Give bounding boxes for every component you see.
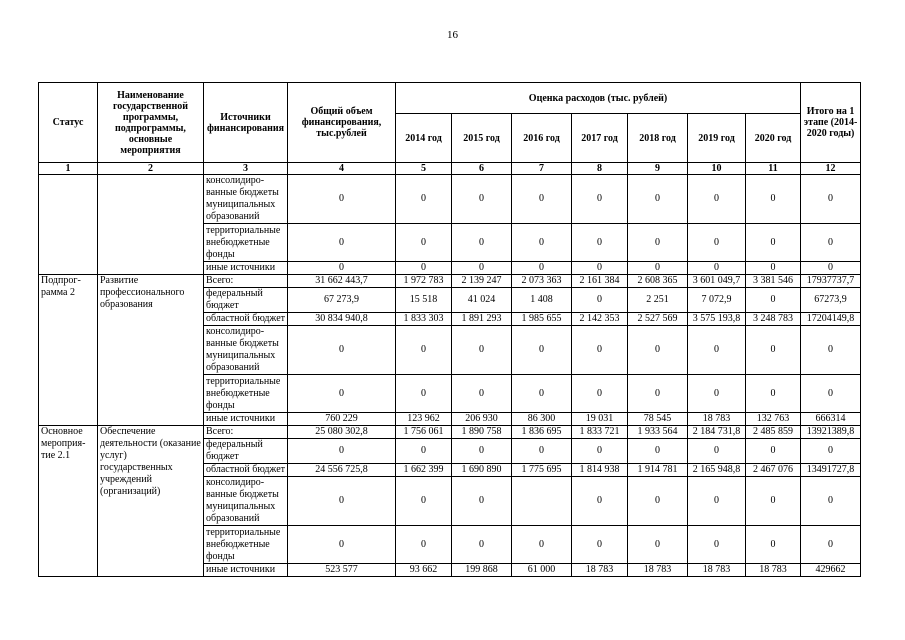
header-year: 2016 год	[512, 114, 572, 163]
header-total-volume: Общий объем финансирования, тыс.рублей	[288, 83, 396, 163]
value-cell: 0	[572, 262, 628, 275]
value-cell: 13491727,8	[801, 464, 861, 477]
page-number: 16	[447, 29, 458, 41]
value-cell: 0	[512, 526, 572, 564]
value-cell: 18 783	[688, 564, 746, 577]
value-cell: 0	[746, 477, 801, 526]
value-cell: 1 775 695	[512, 464, 572, 477]
value-cell: 0	[288, 326, 396, 375]
value-cell: 0	[746, 326, 801, 375]
value-cell: 18 783	[628, 564, 688, 577]
value-cell: 3 601 049,7	[688, 275, 746, 288]
value-cell: 1 756 061	[396, 426, 452, 439]
value-cell: 0	[628, 477, 688, 526]
source-cell: консолидиро-ванные бюджеты муниципальных образований	[204, 326, 288, 375]
value-cell: 0	[452, 439, 512, 464]
value-cell: 3 381 546	[746, 275, 801, 288]
value-cell: 666314	[801, 413, 861, 426]
value-cell: 0	[746, 288, 801, 313]
value-cell: 93 662	[396, 564, 452, 577]
source-cell: территориальные внебюджетные фонды	[204, 375, 288, 413]
value-cell: 0	[746, 262, 801, 275]
value-cell: 67 273,9	[288, 288, 396, 313]
value-cell: 61 000	[512, 564, 572, 577]
value-cell: 0	[288, 262, 396, 275]
value-cell: 0	[572, 375, 628, 413]
value-cell: 1 833 721	[572, 426, 628, 439]
value-cell: 1 833 303	[396, 313, 452, 326]
value-cell: 0	[396, 477, 452, 526]
value-cell: 0	[396, 175, 452, 224]
value-cell: 1 891 293	[452, 313, 512, 326]
column-number: 6	[452, 163, 512, 175]
value-cell: 0	[452, 526, 512, 564]
header-itogo: Итого на 1 этапе (2014-2020 годы)	[801, 83, 861, 163]
value-cell: 0	[396, 262, 452, 275]
column-number: 10	[688, 163, 746, 175]
value-cell: 0	[572, 477, 628, 526]
value-cell: 15 518	[396, 288, 452, 313]
value-cell: 0	[512, 224, 572, 262]
value-cell: 0	[628, 224, 688, 262]
header-status: Статус	[39, 83, 98, 163]
value-cell: 78 545	[628, 413, 688, 426]
value-cell	[512, 477, 572, 526]
value-cell: 1 814 938	[572, 464, 628, 477]
column-number: 9	[628, 163, 688, 175]
value-cell: 0	[396, 224, 452, 262]
column-number: 4	[288, 163, 396, 175]
column-number: 3	[204, 163, 288, 175]
header-year: 2019 год	[688, 114, 746, 163]
value-cell: 0	[512, 262, 572, 275]
value-cell: 13921389,8	[801, 426, 861, 439]
column-number-row	[39, 163, 861, 175]
source-cell: консолидиро-ванные бюджеты муниципальных образований	[204, 477, 288, 526]
value-cell: 2 161 384	[572, 275, 628, 288]
value-cell: 18 783	[572, 564, 628, 577]
value-cell: 1 836 695	[512, 426, 572, 439]
source-cell: иные источники	[204, 262, 288, 275]
value-cell: 0	[572, 224, 628, 262]
value-cell: 86 300	[512, 413, 572, 426]
value-cell: 0	[512, 375, 572, 413]
value-cell: 24 556 725,8	[288, 464, 396, 477]
value-cell: 199 868	[452, 564, 512, 577]
value-cell: 1 914 781	[628, 464, 688, 477]
value-cell: 523 577	[288, 564, 396, 577]
value-cell: 0	[572, 526, 628, 564]
value-cell: 19 031	[572, 413, 628, 426]
value-cell: 0	[288, 477, 396, 526]
value-cell: 1 972 783	[396, 275, 452, 288]
table-row	[39, 426, 861, 439]
value-cell: 41 024	[452, 288, 512, 313]
value-cell: 0	[628, 175, 688, 224]
source-cell: областной бюджет	[204, 464, 288, 477]
column-number: 11	[746, 163, 801, 175]
value-cell: 0	[801, 375, 861, 413]
source-cell: территориальные внебюджетные фонды	[204, 526, 288, 564]
value-cell: 0	[688, 375, 746, 413]
value-cell: 0	[628, 526, 688, 564]
table-row	[39, 275, 861, 288]
value-cell: 0	[572, 439, 628, 464]
value-cell: 2 485 859	[746, 426, 801, 439]
value-cell: 0	[288, 526, 396, 564]
value-cell: 0	[288, 224, 396, 262]
financing-table	[38, 82, 861, 577]
value-cell: 0	[288, 375, 396, 413]
name-cell: Развитие профессионального образования	[98, 275, 204, 426]
value-cell: 0	[452, 262, 512, 275]
column-number: 7	[512, 163, 572, 175]
value-cell: 0	[288, 439, 396, 464]
value-cell: 18 783	[688, 413, 746, 426]
value-cell: 0	[628, 375, 688, 413]
value-cell: 0	[688, 262, 746, 275]
status-cell: Подпрог-рамма 2	[39, 275, 98, 426]
value-cell: 123 962	[396, 413, 452, 426]
value-cell: 0	[452, 326, 512, 375]
value-cell: 0	[572, 326, 628, 375]
source-cell: Всего:	[204, 275, 288, 288]
source-cell: федеральный бюджет	[204, 288, 288, 313]
value-cell: 0	[452, 375, 512, 413]
column-number: 12	[801, 163, 861, 175]
column-number: 5	[396, 163, 452, 175]
value-cell: 0	[628, 326, 688, 375]
value-cell: 0	[452, 477, 512, 526]
value-cell: 1 985 655	[512, 313, 572, 326]
header-sources: Источники финансирования	[204, 83, 288, 163]
value-cell: 0	[688, 526, 746, 564]
value-cell: 2 139 247	[452, 275, 512, 288]
value-cell: 429662	[801, 564, 861, 577]
value-cell: 31 662 443,7	[288, 275, 396, 288]
value-cell: 0	[572, 175, 628, 224]
value-cell: 0	[801, 477, 861, 526]
value-cell: 0	[801, 262, 861, 275]
value-cell: 2 467 076	[746, 464, 801, 477]
value-cell: 2 251	[628, 288, 688, 313]
status-cell: Основное мероприя-тие 2.1	[39, 426, 98, 577]
value-cell: 2 608 365	[628, 275, 688, 288]
value-cell: 0	[396, 375, 452, 413]
column-number: 1	[39, 163, 98, 175]
value-cell: 0	[396, 326, 452, 375]
value-cell: 7 072,9	[688, 288, 746, 313]
value-cell: 1 408	[512, 288, 572, 313]
value-cell: 0	[801, 326, 861, 375]
value-cell: 0	[688, 439, 746, 464]
source-cell: территориальные внебюджетные фонды	[204, 224, 288, 262]
value-cell: 0	[288, 175, 396, 224]
value-cell: 0	[628, 262, 688, 275]
value-cell: 0	[512, 439, 572, 464]
name-cell: Обеспечение деятельности (оказание услуг) государственных учреждений (организаций)	[98, 426, 204, 577]
value-cell: 132 763	[746, 413, 801, 426]
value-cell: 3 575 193,8	[688, 313, 746, 326]
value-cell: 0	[688, 326, 746, 375]
value-cell: 0	[452, 224, 512, 262]
value-cell: 1 890 758	[452, 426, 512, 439]
value-cell: 760 229	[288, 413, 396, 426]
value-cell: 0	[801, 439, 861, 464]
value-cell: 17204149,8	[801, 313, 861, 326]
value-cell: 17937737,7	[801, 275, 861, 288]
value-cell: 3 248 783	[746, 313, 801, 326]
column-number: 2	[98, 163, 204, 175]
value-cell: 2 184 731,8	[688, 426, 746, 439]
value-cell: 0	[801, 175, 861, 224]
source-cell: иные источники	[204, 413, 288, 426]
value-cell: 0	[512, 175, 572, 224]
value-cell: 25 080 302,8	[288, 426, 396, 439]
header-expenses: Оценка расходов (тыс. рублей)	[396, 83, 801, 114]
value-cell: 0	[572, 288, 628, 313]
value-cell: 2 165 948,8	[688, 464, 746, 477]
source-cell: областной бюджет	[204, 313, 288, 326]
name-cell	[98, 175, 204, 275]
value-cell: 0	[688, 175, 746, 224]
value-cell: 0	[801, 224, 861, 262]
table-row	[39, 175, 861, 224]
header-name: Наименование государственной программы, подпрограммы, основные мероприятия	[98, 83, 204, 163]
header-year: 2018 год	[628, 114, 688, 163]
value-cell: 2 142 353	[572, 313, 628, 326]
value-cell: 1 933 564	[628, 426, 688, 439]
header-year: 2015 год	[452, 114, 512, 163]
value-cell: 0	[396, 439, 452, 464]
value-cell: 0	[746, 175, 801, 224]
value-cell: 0	[396, 526, 452, 564]
value-cell: 1 690 890	[452, 464, 512, 477]
value-cell: 2 527 569	[628, 313, 688, 326]
value-cell: 0	[746, 375, 801, 413]
value-cell: 18 783	[746, 564, 801, 577]
header-year: 2014 год	[396, 114, 452, 163]
value-cell: 0	[746, 526, 801, 564]
header-year: 2017 год	[572, 114, 628, 163]
header-year: 2020 год	[746, 114, 801, 163]
value-cell: 0	[688, 224, 746, 262]
value-cell: 0	[688, 477, 746, 526]
source-cell: иные источники	[204, 564, 288, 577]
source-cell: Всего:	[204, 426, 288, 439]
value-cell: 0	[452, 175, 512, 224]
value-cell: 30 834 940,8	[288, 313, 396, 326]
status-cell	[39, 175, 98, 275]
value-cell: 67273,9	[801, 288, 861, 313]
value-cell: 0	[746, 224, 801, 262]
value-cell: 0	[628, 439, 688, 464]
value-cell: 0	[801, 526, 861, 564]
value-cell: 2 073 363	[512, 275, 572, 288]
value-cell: 0	[746, 439, 801, 464]
value-cell: 0	[512, 326, 572, 375]
column-number: 8	[572, 163, 628, 175]
source-cell: консолидиро-ванные бюджеты муниципальных образований	[204, 175, 288, 224]
value-cell: 206 930	[452, 413, 512, 426]
source-cell: федеральный бюджет	[204, 439, 288, 464]
value-cell: 1 662 399	[396, 464, 452, 477]
